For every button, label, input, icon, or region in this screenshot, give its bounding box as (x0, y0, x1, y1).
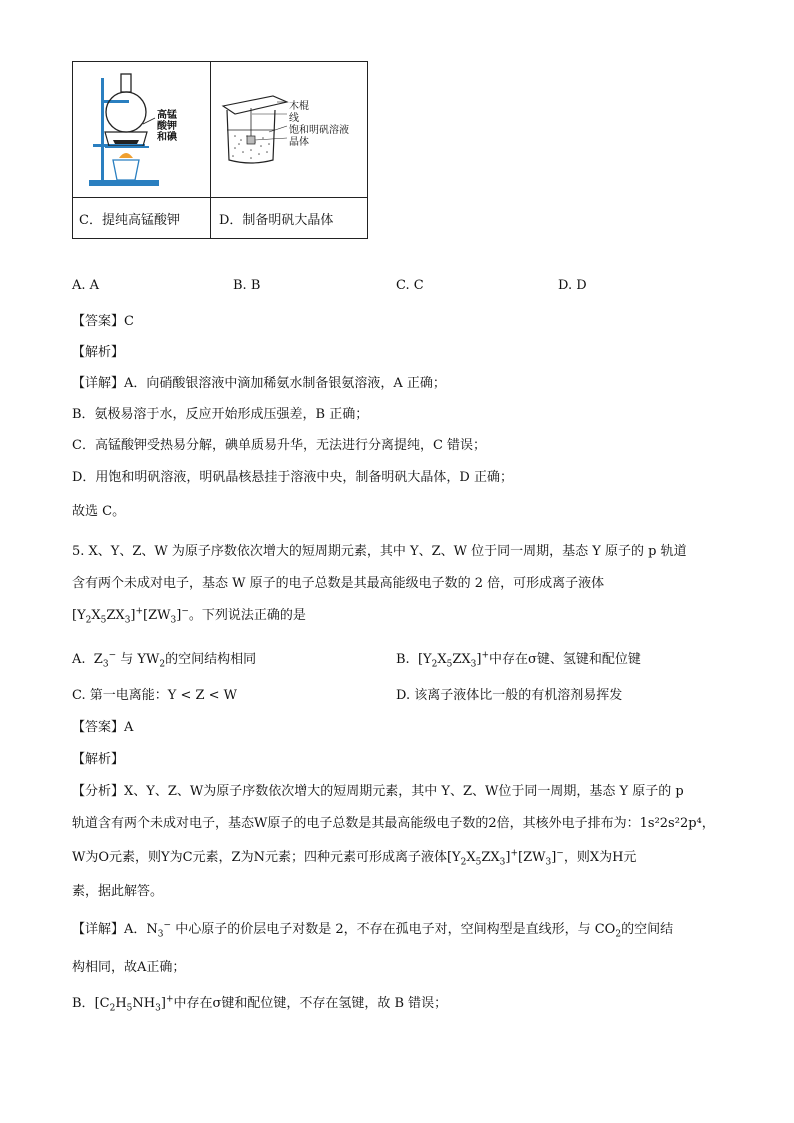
q4-detail-d: D．用饱和明矾溶液，明矾晶核悬挂于溶液中央，制备明矾大晶体，D 正确； (72, 470, 513, 485)
label-hedian: 和碘 (157, 132, 177, 143)
q5-fenxi-line-4: 素，据此解答。 (72, 884, 164, 899)
q4-detail-b: B．氨极易溶于水，反应开始形成压强差，B 正确； (72, 407, 369, 422)
q4-option-b: B. B (233, 278, 261, 293)
q4-option-c: C. C (396, 278, 424, 293)
q5-option-d: D. 该离子液体比一般的有机溶剂易挥发 (396, 688, 623, 703)
label-suanjia: 酸钾 (157, 121, 177, 132)
q5-option-a: A. $Z_3^-$ 与 $YW_2$的空间结构相同 (72, 650, 257, 670)
q5-option-b: B. $[Y_2X_5ZX_3]^+$中存在σ键、氢键和配位键 (396, 650, 641, 670)
table-divider-vertical (210, 62, 211, 238)
ionic-liquid-formula: $[Y_2X_5ZX_3]^+[ZW_3]^-$ (72, 606, 189, 626)
q5-stem-line-1: 5. X、Y、Z、W 为原子序数依次增大的短周期元素，其中 Y、Z、W 位于同一周期，基态 Y 原子的 p 轨道 (72, 544, 687, 559)
label-gaomeng: 高锰 (157, 110, 177, 121)
q4-conclusion: 故选 C。 (72, 504, 126, 519)
q5-analysis-head: 【解析】 (72, 752, 125, 767)
q4-answer: 【答案】C (72, 314, 134, 329)
q4-analysis-head: 【解析】 (72, 345, 125, 360)
q5-fenxi-line-1: 【分析】X、Y、Z、W为原子序数依次增大的短周期元素，其中 Y、Z、W位于同一周期，基态 Y 原子的 p (72, 784, 684, 799)
q5-answer: 【答案】A (72, 720, 134, 735)
q5-stem-line-2: 含有两个未成对电子，基态 W 原子的电子总数是其最高能级电子数的 2 倍，可形成离子液体 (72, 576, 605, 591)
label-mugun: 木棍 (289, 101, 309, 112)
q5-fenxi-line-3: W为O元素，则Y为C元素，Z为N元素；四种元素可形成离子液体$[Y_2X_5ZX_3]^+[ZW_3]^-$，则X为H元 (72, 848, 637, 868)
q5-detail-b: B．$[C_2H_5NH_3]^+$中存在σ键和配位键，不存在氢键，故 B 错误； (72, 994, 448, 1014)
label-crystal: 晶体 (289, 137, 309, 148)
q5-option-c: C. 第一电离能：Y < Z < W (72, 688, 238, 703)
q5-detail-a-line-1: 【详解】A．$N_3^-$ 中心原子的价层电子对数是 2，不存在孤电子对，空间构型是直线形，与 $CO_2$的空间结 (72, 920, 674, 940)
q4-option-d: D. D (558, 278, 587, 293)
label-solution: 饱和明矾溶液 (289, 125, 349, 136)
apparatus-table (72, 61, 368, 239)
q5-stem-line-3: $[Y_2X_5ZX_3]^+[ZW_3]^-$。下列说法正确的是 (72, 606, 306, 626)
crystal-growth-figure (221, 92, 291, 172)
sublimation-apparatus-figure (81, 68, 206, 193)
q4-detail-a: 【详解】A．向硝酸银溶液中滴加稀氨水制备银氨溶液，A 正确； (72, 376, 446, 391)
q4-option-a: A. A (72, 278, 100, 293)
q4-detail-c: C．高锰酸钾受热易分解，碘单质易升华，无法进行分离提纯，C 错误； (72, 438, 487, 453)
table-divider-horizontal (73, 197, 367, 198)
q5-detail-a-line-2: 构相同，故A正确； (72, 960, 186, 975)
caption-c: C．提纯高锰酸钾 (79, 213, 180, 228)
q5-fenxi-line-2: 轨道含有两个未成对电子，基态W原子的电子总数是其最高能级电子数的2倍，其核外电子排布为：1s²2s²2p⁴， (72, 816, 715, 831)
label-xian: 线 (289, 113, 299, 124)
caption-d: D．制备明矾大晶体 (219, 213, 334, 228)
